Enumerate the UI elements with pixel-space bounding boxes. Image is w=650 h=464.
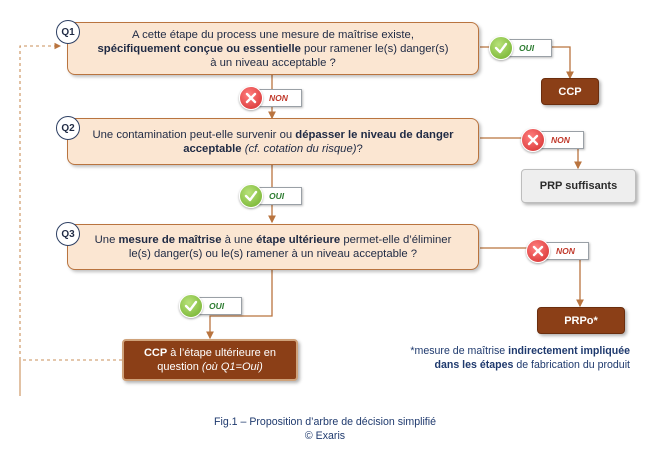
cross-icon bbox=[526, 239, 550, 263]
answer-label: NON bbox=[551, 135, 570, 145]
check-icon bbox=[179, 294, 203, 318]
question-q3-text bbox=[68, 233, 478, 261]
question-q1-text bbox=[68, 28, 478, 70]
outcome-ccp-next-line1: CCP à l’étape ultérieure en bbox=[143, 347, 277, 359]
check-icon bbox=[489, 36, 513, 60]
outcome-prpo: PRPo* bbox=[537, 307, 625, 334]
question-q2-text bbox=[68, 128, 478, 156]
question-q1 bbox=[67, 22, 479, 75]
check-icon bbox=[239, 184, 263, 208]
question-line: acceptable (cf. cotation du risque)? bbox=[183, 142, 363, 155]
question-line: Une contamination peut-elle survenir ou dépasser le niveau de danger bbox=[92, 128, 454, 141]
outcome-ccp-next-step bbox=[122, 339, 298, 381]
question-q2-label: Q2 bbox=[56, 116, 80, 140]
outcome-ccp-next-line2: question (où Q1=Oui) bbox=[157, 361, 263, 373]
question-q3-label: Q3 bbox=[56, 222, 80, 246]
question-q3 bbox=[67, 224, 479, 270]
answer-label: NON bbox=[269, 93, 288, 103]
cross-icon bbox=[239, 86, 263, 110]
question-line: à un niveau acceptable ? bbox=[210, 56, 336, 69]
outcome-ccp: CCP bbox=[541, 78, 599, 105]
outcome-prp-suffisants: PRP suffisants bbox=[521, 169, 636, 203]
cross-icon bbox=[521, 128, 545, 152]
question-line: A cette étape du process une mesure de maîtrise existe, bbox=[132, 28, 414, 41]
question-line: spécifiquement conçue ou essentielle pour ramener le(s) danger(s) bbox=[97, 42, 449, 55]
question-line: le(s) danger(s) ou le(s) ramener à un niveau acceptable ? bbox=[128, 248, 418, 260]
connector-loop-back bbox=[20, 46, 122, 396]
caption-line2: © Exaris bbox=[304, 430, 346, 442]
question-q2 bbox=[67, 118, 479, 165]
answer-label: NON bbox=[556, 246, 575, 256]
footnote-line1: *mesure de maîtrise indirectement impliquée bbox=[410, 345, 630, 357]
figure-caption bbox=[0, 415, 650, 443]
answer-label: OUI bbox=[209, 301, 225, 311]
question-q1-label: Q1 bbox=[56, 20, 80, 44]
answer-label: OUI bbox=[269, 191, 285, 201]
footnote-line2: dans les étapes de fabrication du produit bbox=[434, 359, 630, 371]
footnote bbox=[340, 344, 630, 372]
caption-line1: Fig.1 – Proposition d’arbre de décision simplifié bbox=[214, 416, 436, 428]
question-line: Une mesure de maîtrise à une étape ultérieure permet-elle d’éliminer bbox=[94, 234, 452, 246]
answer-label: OUI bbox=[519, 43, 535, 53]
